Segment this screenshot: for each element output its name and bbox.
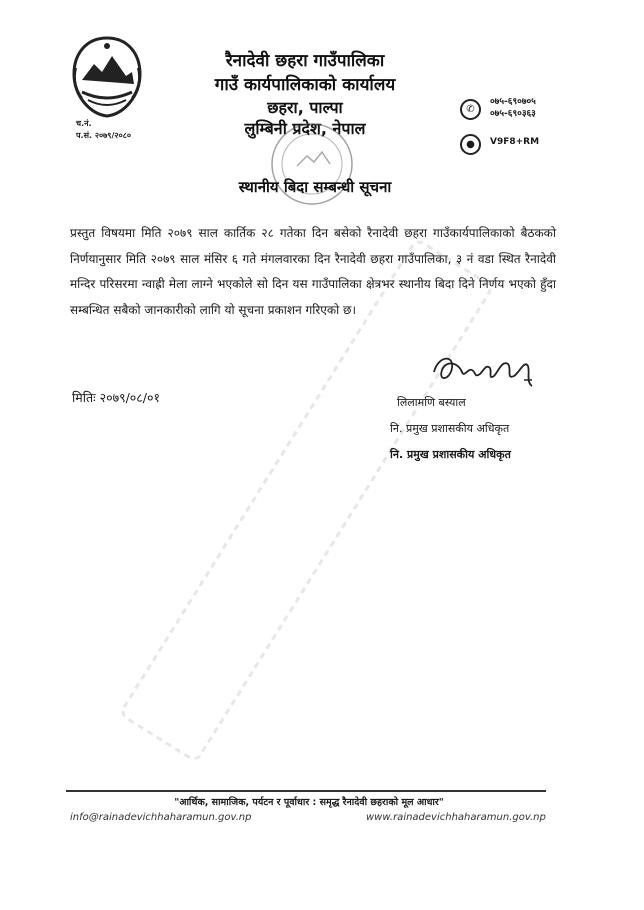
- signature-icon: [428, 346, 538, 394]
- footer-email[interactable]: info@rainadevichhaharamun.gov.np: [70, 812, 252, 823]
- government-emblem-icon: [68, 34, 146, 120]
- signatory-designation: नि. प्रमुख प्रशासकीय अधिकृत: [390, 422, 510, 435]
- office-name: गाउँ कार्यपालिकाको कार्यालय: [214, 75, 396, 95]
- footer-website[interactable]: www.rainadevichhaharamun.gov.np: [366, 812, 546, 823]
- province-name: लुम्बिनी प्रदेश, नेपाल: [244, 119, 366, 138]
- notice-title: स्थानीय बिदा सम्बन्धी सूचना: [238, 178, 392, 196]
- fiscal-year: प.सं. २०७९/२०८०: [76, 131, 132, 140]
- designation-stamp: नि. प्रमुख प्रशासकीय अधिकृत: [390, 448, 511, 461]
- phone-number-1: ०७५-६९०७०५: [490, 97, 536, 107]
- org-name: रैनादेवी छहरा गाउँपालिका: [225, 51, 385, 71]
- reference-number: च.नं.: [76, 119, 92, 128]
- footer-slogan: "आर्थिक, सामाजिक, पर्यटन र पूर्वाधार : समृद्ध रैनादेवी छहराको मूल आधार": [174, 797, 444, 808]
- notice-body: प्रस्तुत विषयमा मिति २०७९ साल कार्तिक २८ गतेका दिन बसेको रैनादेवी छहरा गाउँकार्यपालिकाको बैठकको निर्णयानुसार मिति २०७९ साल मंसिर ६ गते मंगलवारका दिन रैनादेवी छहरा गाउँपालिका, ३ नं वडा स्थित रैनादेवी मन्दिर परिसरमा न्वाह्री मेला लाग्ने भएकोले सो दिन यस गाउँपालिका क्षेत्रभर स्थानीय बिदा दिने निर्णय भएको हुँदा सम्बन्धित सबैको जानकारीको लागि यो सूचना प्रकाशन गरिएको छ।: [70, 226, 556, 317]
- plus-code: V9F8+RM: [490, 137, 540, 147]
- office-address: छहरा, पाल्पा: [267, 98, 343, 117]
- signatory-name: लिलामणि बस्याल: [397, 396, 466, 409]
- phone-numbers: [490, 96, 536, 120]
- footer-divider: [66, 790, 546, 792]
- phone-number-2: ०७५-६९०३६३: [490, 109, 536, 119]
- location-pin-icon: ●: [460, 134, 481, 155]
- phone-icon: ✆: [460, 99, 481, 120]
- notice-date: मितिः २०७९/०८/०१: [72, 390, 160, 405]
